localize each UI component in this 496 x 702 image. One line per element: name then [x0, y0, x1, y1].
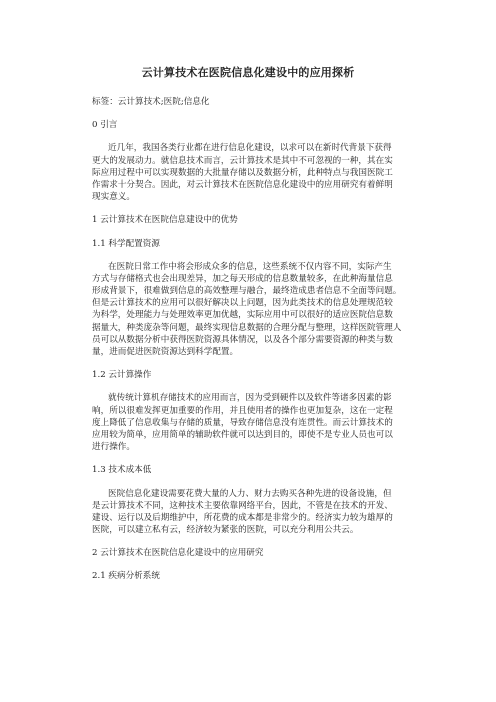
paragraph-line: 据量大，种类庞杂等问题，最终实现信息数据的合理分配与整理，这样医院管理人 [92, 322, 402, 333]
paragraph-line: 方式与存储格式也会出现差异，加之每天形成的信息数量较多，在此种海量信息 [92, 273, 393, 284]
document-title: 云计算技术在医院信息化建设中的应用探析 [141, 66, 355, 79]
paragraph-line: 应用较为简单，应用简单的辅助软件就可以达到目的，即使不是专业人员也可以 [92, 429, 393, 440]
section-heading-advantages: 1 云计算技术在医院信息建设中的优势 [92, 215, 238, 226]
paragraph-line: 量，进而促进医院资源达到科学配置。 [92, 347, 239, 357]
paragraph-line: 现实意义。 [92, 192, 135, 203]
paragraph-line: 形成背景下，很难做到信息的高效整理与融合，最终造成患者信息不全面等问题。 [92, 286, 402, 297]
subsection-heading-cost: 1.3 技术成本低 [92, 465, 152, 476]
paragraph-line: 但是云计算技术的应用可以很好解决以上问题，因为此类技术的信息处理规范较 [92, 298, 393, 309]
paragraph-line: 建设、运行以及后期维护中，所花费的成本都是非常少的。经济实力较为雄厚的 [92, 512, 393, 523]
paragraph-line: 医院信息化建设需要花费大量的人力、财力去购买各种先进的设备设施，但 [108, 488, 392, 499]
subsection-heading-resource: 1.1 科学配置资源 [92, 238, 160, 249]
paragraph-line: 为科学，处理能力与处理效率更加优越，实际应用中可以很好的适应医院信息数 [92, 310, 393, 321]
paragraph-line: 是云计算技术不同，这种技术主要依靠网络平台，因此，不管是在技术的开发、 [92, 500, 393, 511]
paragraph-line: 响，所以很难发挥更加重要的作用，并且使用者的操作也更加复杂，这在一定程 [92, 405, 393, 416]
paragraph-line: 就传统计算机存储技术的应用而言，因为受到硬件以及软件等诸多因素的影 [108, 393, 392, 404]
section-heading-application: 2 云计算技术在医院信息化建设中的应用研究 [92, 548, 264, 559]
paragraph-line: 近几年，我国各类行业都在进行信息化建设，以求可以在新时代背景下获得 [108, 143, 392, 154]
paragraph-line: 更大的发展动力。就信息技术而言，云计算技术是其中不可忽视的一种，其在实 [92, 155, 393, 166]
paragraph-line: 际应用过程中可以实现数据的大批量存储以及数据分析，此种特点与我国医院工 [92, 167, 393, 178]
paragraph-line: 在医院日常工作中将会形成众多的信息，这些系统不仅内容不同，实际产生 [108, 261, 392, 272]
paragraph-line: 作需求十分契合。因此，对云计算技术在医院信息化建设中的应用研究有着鲜明 [92, 179, 393, 190]
section-heading-intro: 0 引言 [92, 120, 118, 131]
subsection-heading-operation: 1.2 云计算操作 [92, 370, 152, 381]
paragraph-line: 度上降低了信息收集与存储的质量，导致存储信息没有连贯性。而云计算技术的 [92, 417, 393, 428]
paragraph-line: 进行操作。 [92, 442, 135, 453]
keywords-line: 标签：云计算技术;医院;信息化 [92, 97, 210, 107]
document-body [92, 96, 422, 583]
paragraph-line: 员可以从数据分析中获得医院资源具体情况，以及各个部分需要资源的种类与数 [92, 334, 393, 345]
paragraph-line: 医院，可以建立私有云，经济较为紧张的医院，可以充分利用公共云。 [92, 525, 359, 536]
subsection-heading-disease-analysis: 2.1 疾病分析系统 [92, 571, 160, 582]
